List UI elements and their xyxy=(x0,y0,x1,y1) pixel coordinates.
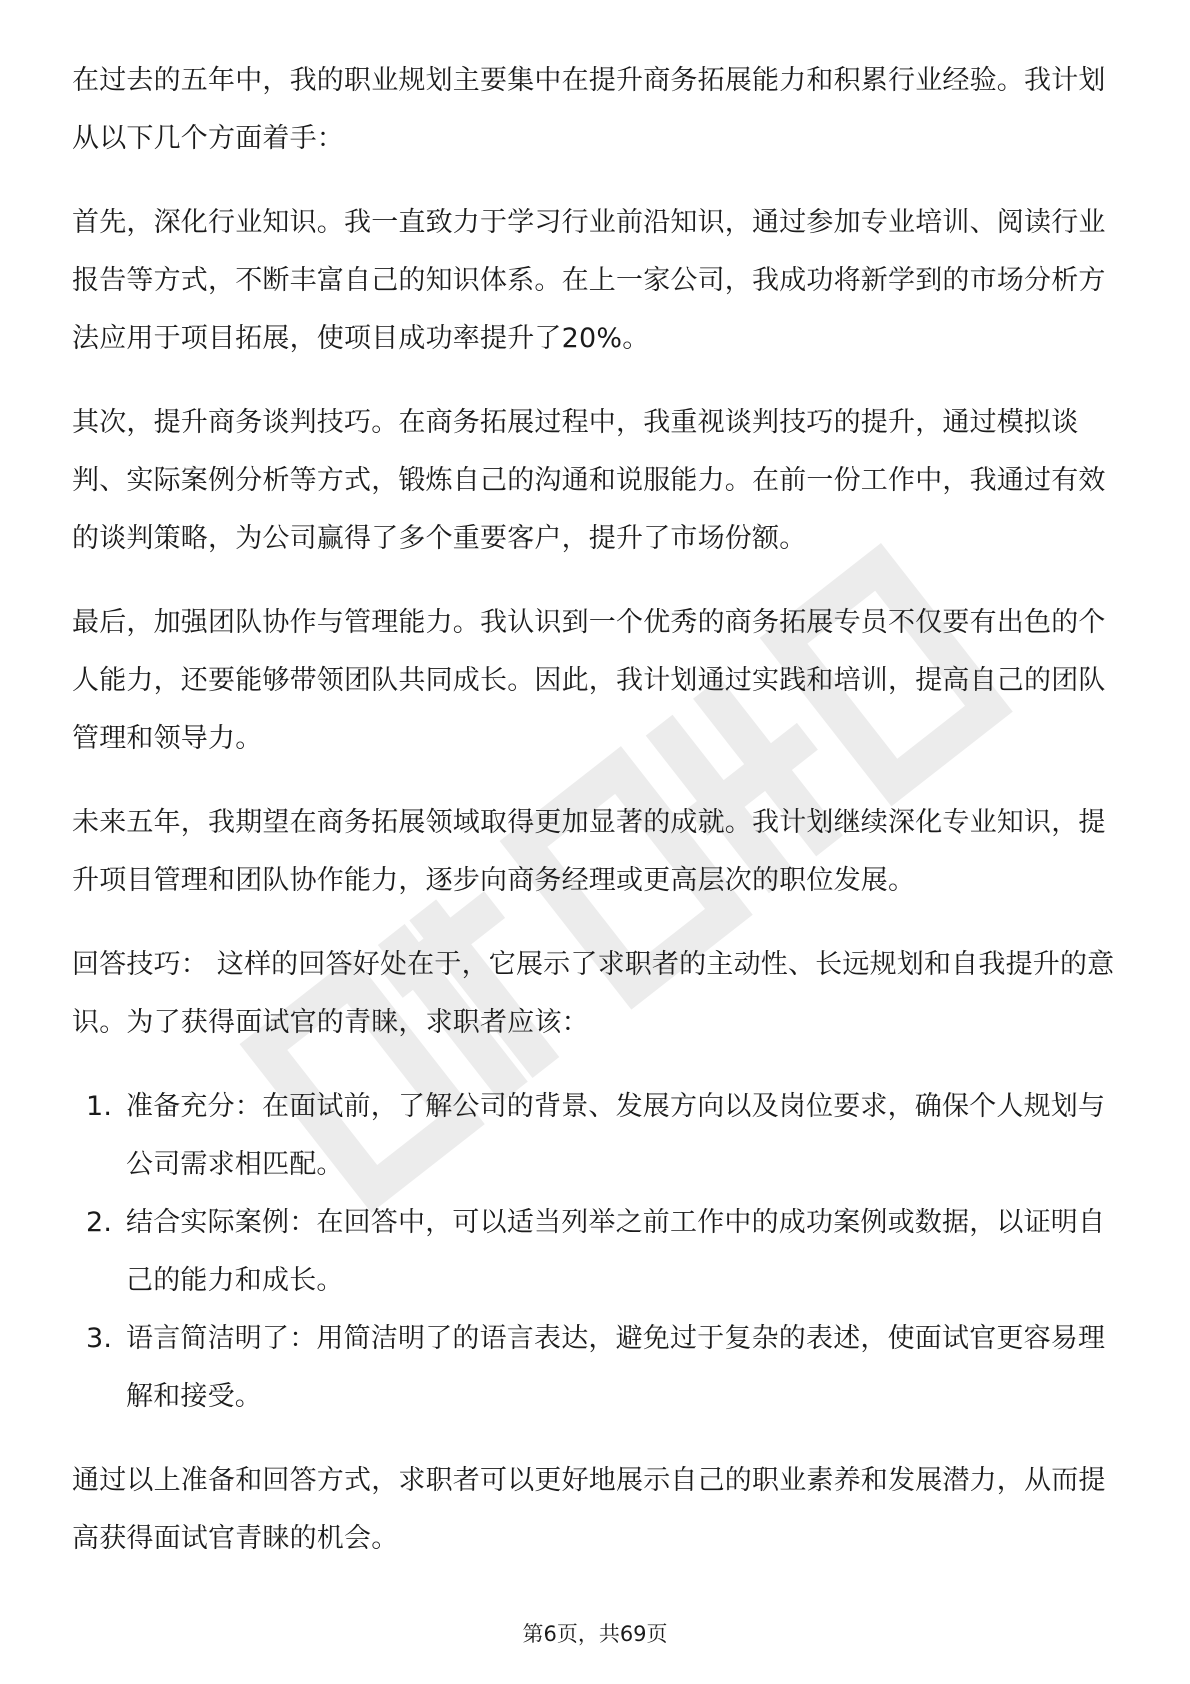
list-item xyxy=(72,1194,1122,1310)
paragraph: 回答技巧： 这样的回答好处在于，它展示了求职者的主动性、长远规划和自我提升的意识。为了获得面试官的青睐，求职者应该： xyxy=(72,949,1115,1038)
list-item xyxy=(72,1310,1122,1426)
list-number: 1. xyxy=(86,1091,113,1122)
paragraph: 在过去的五年中，我的职业规划主要集中在提升商务拓展能力和积累行业经验。我计划从以下几个方面着手： xyxy=(72,65,1106,154)
paragraph: 最后，加强团队协作与管理能力。我认识到一个优秀的商务拓展专员不仅要有出色的个人能力，还要能够带领团队共同成长。因此，我计划通过实践和培训，提高自己的团队管理和领导力。 xyxy=(72,607,1106,754)
paragraph: 首先，深化行业知识。我一直致力于学习行业前沿知识，通过参加专业培训、阅读行业报告等方式，不断丰富自己的知识体系。在上一家公司，我成功将新学到的市场分析方法应用于项目拓展，使项目成功率提升了20%。 xyxy=(72,207,1106,354)
list-item xyxy=(72,1078,1122,1194)
paragraph: 其次，提升商务谈判技巧。在商务拓展过程中，我重视谈判技巧的提升，通过模拟谈判、实际案例分析等方式，锻炼自己的沟通和说服能力。在前一份工作中，我通过有效的谈判策略，为公司赢得了多个重要客户，提升了市场份额。 xyxy=(72,407,1106,554)
list-text: 准备充分：在面试前，了解公司的背景、发展方向以及岗位要求，确保个人规划与公司需求相匹配。 xyxy=(126,1091,1106,1180)
list-text: 语言简洁明了：用简洁明了的语言表达，避免过于复杂的表述，使面试官更容易理解和接受。 xyxy=(126,1323,1106,1412)
closing-paragraph: 通过以上准备和回答方式，求职者可以更好地展示自己的职业素养和发展潜力，从而提高获得面试官青睐的机会。 xyxy=(72,1465,1106,1554)
page-footer: 第6页，共69页 xyxy=(522,1622,668,1646)
list-number: 2. xyxy=(86,1207,113,1238)
list-text: 结合实际案例：在回答中，可以适当列举之前工作中的成功案例或数据，以证明自己的能力和成长。 xyxy=(126,1207,1106,1296)
document-body xyxy=(72,52,1122,1594)
list-number: 3. xyxy=(86,1323,113,1354)
tips-list xyxy=(72,1078,1122,1426)
paragraph: 未来五年，我期望在商务拓展领域取得更加显著的成就。我计划继续深化专业知识，提升项目管理和团队协作能力，逐步向商务经理或更高层次的职位发展。 xyxy=(72,807,1106,896)
